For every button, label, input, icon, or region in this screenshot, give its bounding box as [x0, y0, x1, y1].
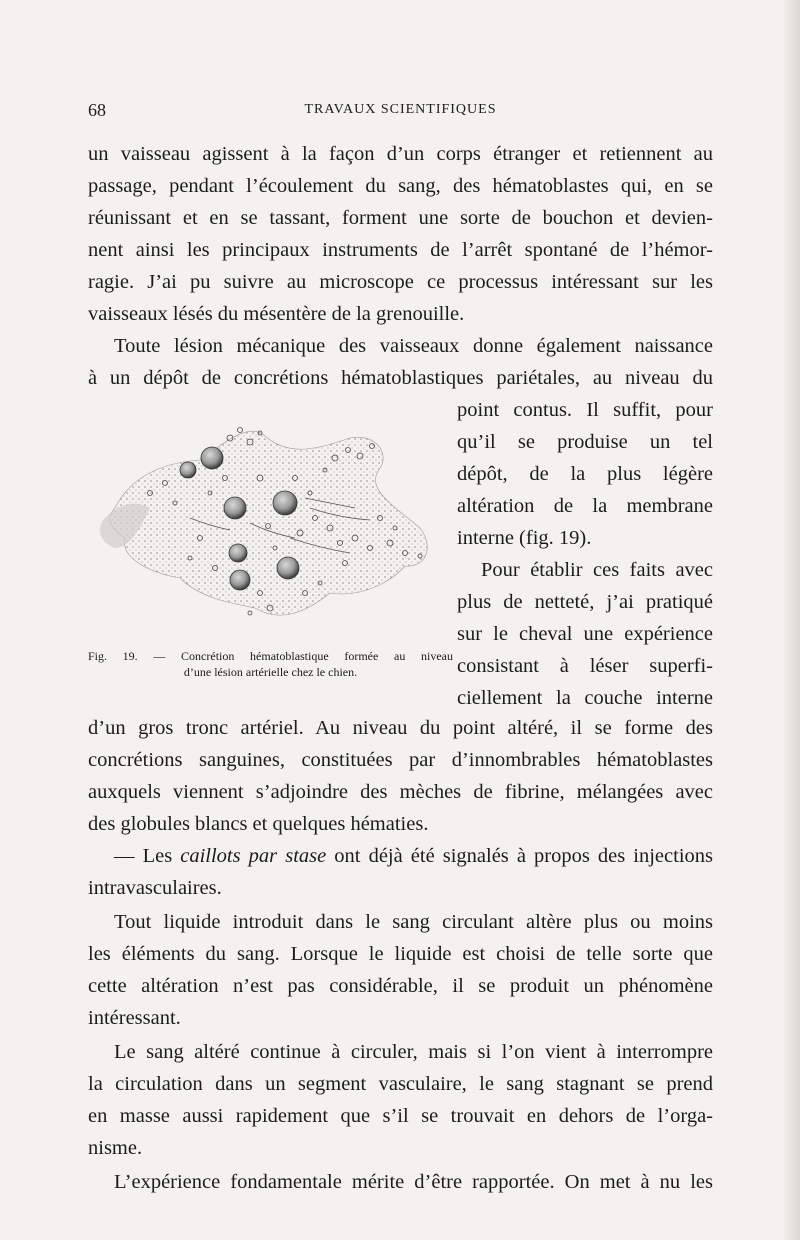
text-line: des globules blancs et quelques hématies. [88, 813, 429, 835]
text-line: plus de netteté, j’ai pratiqué [457, 591, 713, 613]
text-line: ragie. J’ai pu suivre au microscope ce processus intéressant sur les [88, 271, 713, 293]
text-line: ciellement la couche interne [457, 687, 713, 709]
text-line: point contus. Il suffit, pour [457, 399, 713, 421]
text-line: les éléments du sang. Lorsque le liquide est choisi de telle sorte que [88, 943, 713, 965]
text-line: la circulation dans un segment vasculaire, le sang stagnant se prend [88, 1073, 713, 1095]
text-line: Toute lésion mécanique des vaisseaux donne également naissance [114, 335, 713, 357]
figure-caption-line: Fig. 19. — Concrétion hématoblastique formée au niveau [88, 649, 453, 663]
text-line: interne (fig. 19). [457, 527, 592, 549]
text-line: un vaisseau agissent à la façon d’un corps étranger et retiennent au [88, 143, 713, 165]
italic-term: caillots par stase [180, 845, 327, 867]
text-line: Le sang altéré continue à circuler, mais si l’on vient à interrompre [114, 1041, 713, 1063]
text-line: intéressant. [88, 1007, 181, 1029]
text-line: réunissant et en se tassant, forment une sorte de bouchon et devien- [88, 207, 713, 229]
text-line: d’un gros tronc artériel. Au niveau du point altéré, il se forme des [88, 717, 713, 739]
text-line: nent ainsi les principaux instruments de l’arrêt spontané de l’hémor- [88, 239, 713, 261]
text-line: auxquels viennent s’adjoindre des mèches de fibrine, mélangées avec [88, 781, 713, 803]
text-line: vaisseaux lésés du mésentère de la grenouille. [88, 303, 465, 325]
text-line: dépôt, de la plus légère [457, 463, 713, 485]
running-head [88, 100, 713, 124]
running-title: TRAVAUX SCIENTIFIQUES [304, 102, 497, 117]
text-segment: — Les [114, 845, 181, 867]
text-line: passage, pendant l’écoulement du sang, des hématoblastes qui, en se [88, 175, 713, 197]
text-line-caillots [88, 840, 713, 872]
text-line: consistant à léser superfi- [457, 655, 713, 677]
text-line: L’expérience fondamentale mérite d’être rapportée. On met à nu les [114, 1171, 713, 1193]
text-line: sur le cheval une expérience [457, 623, 713, 645]
text-line: intravasculaires. [88, 877, 222, 899]
figure-caption-line: d’une lésion artérielle chez le chien. [183, 665, 358, 679]
page-number: 68 [88, 100, 106, 120]
text-line: Pour établir ces faits avec [481, 559, 713, 581]
text-line: cette altération n’est pas considérable, il se produit un phénomène [88, 975, 713, 997]
text-line: à un dépôt de concrétions hématoblastiques pariétales, au niveau du [88, 367, 713, 389]
page-edge-shadow [784, 0, 800, 1240]
text-line: nisme. [88, 1137, 143, 1159]
text-line: qu’il se produise un tel [457, 431, 713, 453]
text-segment: ont déjà été signalés à propos des injections [326, 845, 714, 867]
figure-19-illustration [90, 408, 450, 638]
text-line: en masse aussi rapidement que s’il se trouvait en dehors de l’orga- [88, 1105, 713, 1127]
text-line: concrétions sanguines, constituées par d’innombrables hématoblastes [88, 749, 713, 771]
text-line: altération de la membrane [457, 495, 713, 517]
text-line: Tout liquide introduit dans le sang circulant altère plus ou moins [114, 911, 713, 933]
